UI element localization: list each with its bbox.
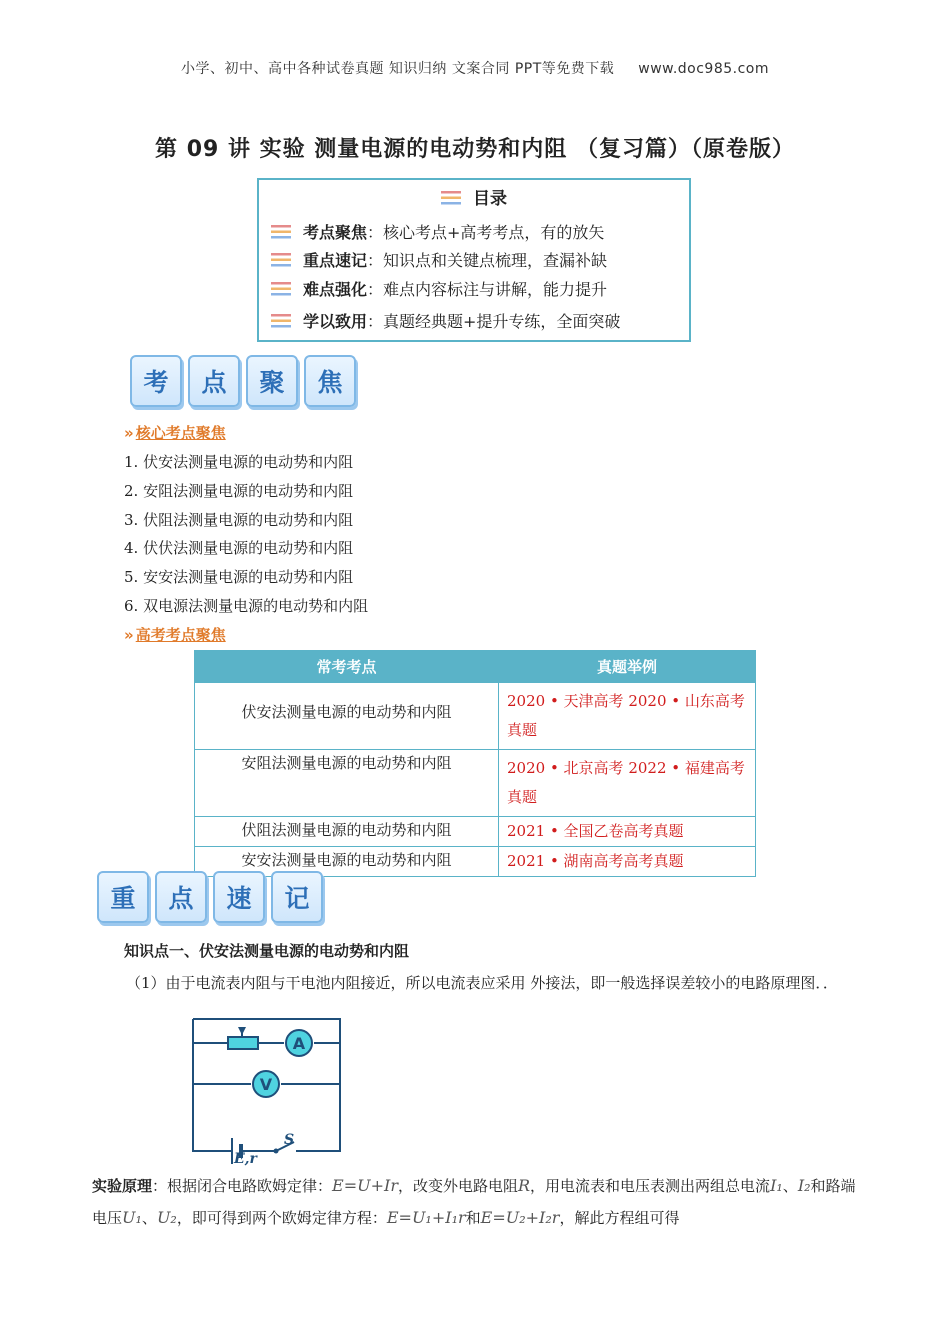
principle-sep: 、 [782, 1177, 798, 1195]
toc-heading [259, 184, 689, 209]
principle-text: ，改变外电路电阻 [397, 1177, 518, 1195]
list-item: 2. 安阻法测量电源的电动势和内阻 [124, 482, 354, 500]
badge-char: 点 [155, 871, 207, 923]
symbol-u2: U₂ [156, 1208, 177, 1227]
list-icon [271, 282, 291, 296]
table-header: 真题举例 [499, 651, 756, 683]
list-item: 1. 伏安法测量电源的电动势和内阻 [124, 453, 354, 471]
core-points-heading [124, 422, 226, 443]
badge-char: 记 [271, 871, 323, 923]
list-item: 3. 伏阻法测量电源的电动势和内阻 [124, 511, 354, 529]
gaokao-heading-label: 高考考点聚焦 [135, 626, 226, 644]
rheostat-icon [228, 1037, 258, 1049]
table-cell-point: 安阻法测量电源的电动势和内阻 [195, 750, 499, 817]
badge-char: 聚 [246, 355, 298, 407]
principle-text: ，解此方程组可得 [559, 1209, 680, 1227]
badge-char: 焦 [304, 355, 356, 407]
toc-item-desc: ：真题经典题+提升专练，全面突破 [367, 312, 621, 331]
table-row [195, 817, 756, 847]
banner-text: 小学、初中、高中各种试卷真题 知识归纳 文案合同 PPT等免费下载 [180, 61, 615, 77]
table-cell-example: 2020 • 北京高考 2022 • 福建高考真题 [499, 750, 756, 817]
equation-2: E=U₂+I₂r [480, 1208, 560, 1227]
switch-label: S [284, 1132, 295, 1148]
symbol-i1: I₁ [770, 1176, 783, 1195]
principle-text: ：根据闭合电路欧姆定律： [152, 1177, 333, 1195]
section-badge-zhongdian-suji [97, 871, 323, 923]
principle-text: ，用电流表和电压表测出两组总电流 [530, 1177, 771, 1195]
symbol-i2: I₂ [797, 1176, 811, 1195]
list-item: 5. 安安法测量电源的电动势和内阻 [124, 568, 354, 586]
principle-text: ，即可得到两个欧姆定律方程： [176, 1209, 387, 1227]
table-cell-point: 伏阻法测量电源的电动势和内阻 [195, 817, 499, 847]
badge-char: 考 [130, 355, 182, 407]
list-icon [271, 225, 291, 239]
table-cell-example: 2020 • 天津高考 2020 • 山东高考真题 [499, 683, 756, 750]
toc-item-zhongdian[interactable] [271, 248, 607, 271]
site-banner [0, 58, 950, 78]
battery-label: E,r [234, 1151, 257, 1166]
table-header: 常考考点 [195, 651, 499, 683]
voltmeter-label: V [259, 1075, 273, 1094]
table-cell-example: 2021 • 湖南高考高考真题 [499, 847, 756, 877]
principle-text: 和 [465, 1209, 481, 1227]
badge-char: 重 [97, 871, 149, 923]
gaokao-points-heading [124, 624, 226, 645]
list-icon [271, 253, 291, 267]
principle-text: 和路端电压 [92, 1177, 856, 1227]
switch-icon [274, 1149, 279, 1154]
list-icon [441, 191, 461, 205]
list-icon [271, 314, 291, 328]
site-url[interactable]: www.doc985.com [638, 61, 770, 77]
ammeter-label: A [292, 1034, 306, 1053]
rheostat-slider-icon [238, 1027, 246, 1035]
double-chevron-icon: » [124, 626, 134, 644]
symbol-r: R [518, 1176, 531, 1195]
toc-item-label: 考点聚焦 [303, 223, 368, 242]
page-title: 第 09 讲 实验 测量电源的电动势和内阻 （复习篇）（原卷版） [155, 137, 795, 162]
table-of-contents [257, 178, 691, 342]
toc-item-desc: ：知识点和关键点梳理，查漏补缺 [367, 251, 608, 270]
section-badge-kaodian-jujiao [130, 355, 356, 407]
table-cell-example: 2021 • 全国乙卷高考真题 [499, 817, 756, 847]
double-chevron-icon: » [124, 424, 134, 442]
equation-1: E=U₁+I₁r [386, 1208, 466, 1227]
exam-points-table [194, 650, 756, 877]
toc-item-kaodian[interactable] [271, 220, 604, 243]
toc-item-label: 难点强化 [303, 280, 368, 299]
symbol-u1: U₁ [122, 1208, 142, 1227]
toc-item-desc: ：核心考点+高考考点，有的放矢 [367, 223, 605, 242]
table-cell-point: 安安法测量电源的电动势和内阻 [195, 847, 499, 877]
toc-item-label: 学以致用 [303, 312, 368, 331]
experiment-principle [92, 1170, 870, 1234]
toc-item-nandian[interactable] [271, 277, 607, 300]
table-row [195, 750, 756, 817]
toc-item-label: 重点速记 [303, 251, 368, 270]
toc-heading-label: 目录 [473, 189, 507, 209]
table-header-row [195, 651, 756, 683]
principle-label: 实验原理 [92, 1177, 153, 1195]
badge-char: 速 [213, 871, 265, 923]
badge-char: 点 [188, 355, 240, 407]
paragraph-1: （1）由于电流表内阻与干电池内阻接近，所以电流表应采用 外接法，即一般选择误差较小的电路原理图．． [126, 974, 838, 992]
equation-ohm: E=U+Ir [332, 1176, 398, 1195]
table-cell-point: 伏安法测量电源的电动势和内阻 [195, 683, 499, 750]
toc-item-desc: ：难点内容标注与讲解，能力提升 [367, 280, 608, 299]
toc-item-xueyi[interactable] [271, 309, 620, 332]
table-row [195, 683, 756, 750]
knowledge-point-heading: 知识点一、伏安法测量电源的电动势和内阻 [124, 942, 410, 960]
list-item: 6. 双电源法测量电源的电动势和内阻 [124, 597, 369, 615]
circuit-diagram [186, 1014, 350, 1166]
list-item: 4. 伏伏法测量电源的电动势和内阻 [124, 539, 354, 557]
principle-sep: 、 [141, 1209, 157, 1227]
core-heading-label: 核心考点聚焦 [135, 424, 226, 442]
